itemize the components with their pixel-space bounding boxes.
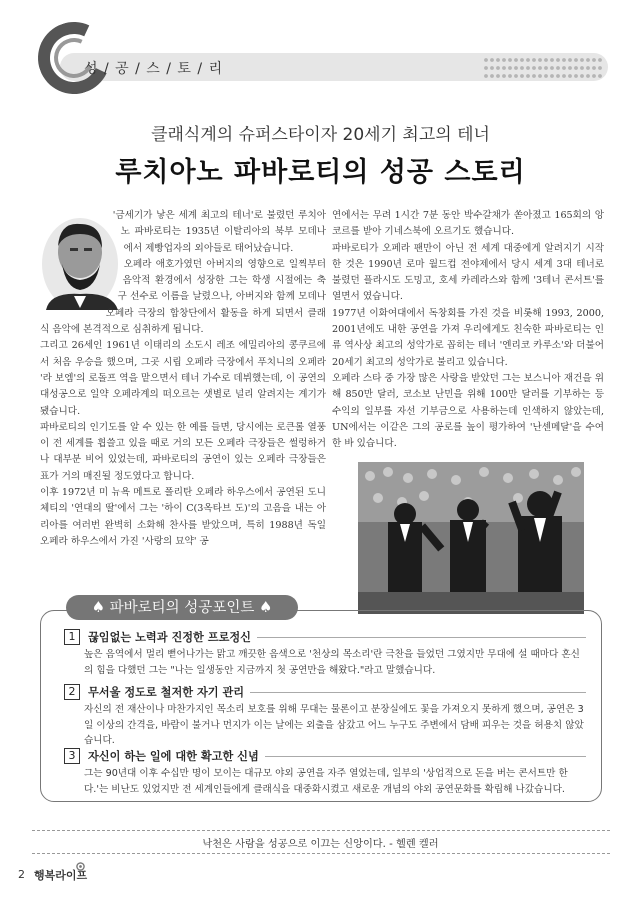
success-point-2 [64,683,586,749]
page-number: 2 [18,868,25,881]
point-title: 무서울 정도로 철저한 자기 관리 [88,686,245,699]
point-body: 그는 90년대 이후 수십만 명이 모이는 대규모 야외 공연을 자주 열었는데, 일부의 '상업적으로 돈을 버는 콘서트만 한다.'는 비난도 있었지만 전 세계인들에게 클래식을 대중화시켰고 새로운 개념의 야외 공연문화를 확립해 나갔습니다. [84,768,568,795]
footer-quote: 낙천은 사람을 성공으로 이끄는 신앙이다. - 헬렌 켈러 [202,839,439,850]
right-paragraph-3: 1977년 이화여대에서 독창회를 가진 것을 비롯해 1993, 2000, 2001년에도 내한 공연을 가져 우리에게도 친숙한 파바로티는 인류 역사상 최고의 성악가로 꼽히는 테너 '엔리코 카루소'와 더불어 20세기 최고의 성악가로 불리고 있습니다. [332,307,604,368]
left-paragraph-2: 오페라 애호가였던 아버지의 영향으로 일찍부터 음악적 환경에서 성장한 그는 학생 시절에는 축구 선수로 이름을 날렸으나, 아버지와 함께 모데나 오페라 극장의 합창단에서 활동을 하게 되면서 클래식 음악에 본격적으로 심취하게 됩니다. [40,258,326,336]
success-point-1 [64,628,586,678]
article-right-column [332,208,604,452]
spade-icon: ♠ [91,598,106,616]
point-divider [250,692,586,693]
magazine-name: 행복라이프 [34,869,88,882]
spade-icon: ♠ [258,598,273,616]
success-points-banner [66,595,298,620]
left-paragraph-1: '금세기가 낳은 세계 최고의 테너'로 불렸던 루치아노 파바로티는 1935년 이탈리아의 북부 모데나에서 제빵업자의 외아들로 태어났습니다. [112,210,326,254]
point-divider [265,756,586,757]
point-title: 자신이 하는 일에 대한 확고한 신념 [88,750,259,763]
point-title: 끊임없는 노력과 진정한 프로정신 [88,631,251,644]
point-body: 높은 음역에서 멀리 뻗어나가는 맑고 깨끗한 음색으로 '천상의 목소리'란 극찬을 들었던 그였지만 무대에 설 때마다 혼신의 힘을 다했던 그는 "나는 일생동안 지금까지 첫 공연만을 해왔다."라고 말했습니다. [84,649,580,676]
left-paragraph-3: 그리고 26세인 1961년 이태리의 소도시 레조 에밀리아의 콩쿠르에서 처음 우승을 했으며, 그곳 시립 오페라 극장에서 푸치니의 오페라 '라 보엠'의 로돌프 역을 맡으면서 테너 가수로 데뷔했는데, 이 공연의 대성공으로 일약 오페라계의 떠오르는 샛별로 널리 알려지는 계기가 됐습니다. [40,340,326,417]
dot-pattern-decoration [483,56,603,80]
article-left-column [40,208,326,550]
point-body: 자신의 전 재산이나 마찬가지인 목소리 보호를 위해 무대는 물론이고 분장실에도 꽃을 가져오지 못하게 했으며, 공연은 3일 이상의 간격을, 바람이 불거나 먼지가 이는 날에는 외출을 삼갔고 어느 누구도 주변에서 담배 피우는 것을 허용치 않았습니다. [84,704,584,746]
article-subtitle: 클래식계의 슈퍼스타이자 20세기 최고의 테너 [151,125,490,145]
pavarotti-portrait-image [40,212,124,312]
point-divider [257,637,586,638]
quote-divider-top [32,830,610,831]
section-label: 성 / 공 / 스 / 토 / 리 [84,61,224,77]
success-points-title: 파바로티의 성공포인트 [109,600,255,616]
left-paragraph-4: 파바로티의 인기도를 알 수 있는 한 예를 들면, 당시에는 로큰롤 열풍이 전 세계를 휩쓸고 있을 때로 거의 모든 오페라 극장들은 썰렁하거나 대부분 비어 있었는데, 파바로티의 공연이 있는 오페라 극장들은 표가 거의 매진될 정도였다고 합니다. [40,421,326,482]
success-point-3 [64,747,586,797]
left-paragraph-5: 이후 1972년 미 뉴욕 메트로 폴리탄 오페라 하우스에서 공연된 도니체티의 '연대의 딸'에서 그는 '하이 C(3옥타브 도)'의 고음을 내는 아리아를 여러번 완벽히 소화해 찬사를 받았으며, 특히 1988년 독일 오페라 하우스에서 가진 '사랑의 묘약' 공 [40,487,326,547]
magazine-logo-icon [76,862,85,871]
article-title: 루치아노 파바로티의 성공 스토리 [115,157,526,188]
point-number-box: 1 [64,629,80,645]
three-tenors-concert-photo [358,462,584,614]
right-paragraph-4: 오페라 스타 중 가장 많은 사랑을 받았던 그는 보스니아 재건을 위해 850만 달러, 코소보 난민을 위해 100만 달러를 기부하는 등 수익의 일부를 자선 기부금으로 사용하는데 인색하지 않았는데, UN에서는 이같은 그의 공로를 높이 평가하여 '난센메달'을 수여한 바 있습니다. [332,372,604,450]
point-number-box: 3 [64,748,80,764]
right-paragraph-1: 연에서는 무려 1시간 7분 동안 박수갈채가 쏟아졌고 165회의 앙코르를 받아 기네스북에 오르기도 했습니다. [332,210,604,238]
point-number-box: 2 [64,684,80,700]
right-paragraph-2: 파바로티가 오페라 팬만이 아닌 전 세계 대중에게 알려지기 시작한 것은 1990년 로마 월드컵 전야제에서 당시 세계 3대 테너로 불렸던 플라시도 도밍고, 호세 카레라스와 함께 '3테너 콘서트'를 열면서 였습니다. [332,242,604,303]
quote-divider-bottom [32,853,610,854]
